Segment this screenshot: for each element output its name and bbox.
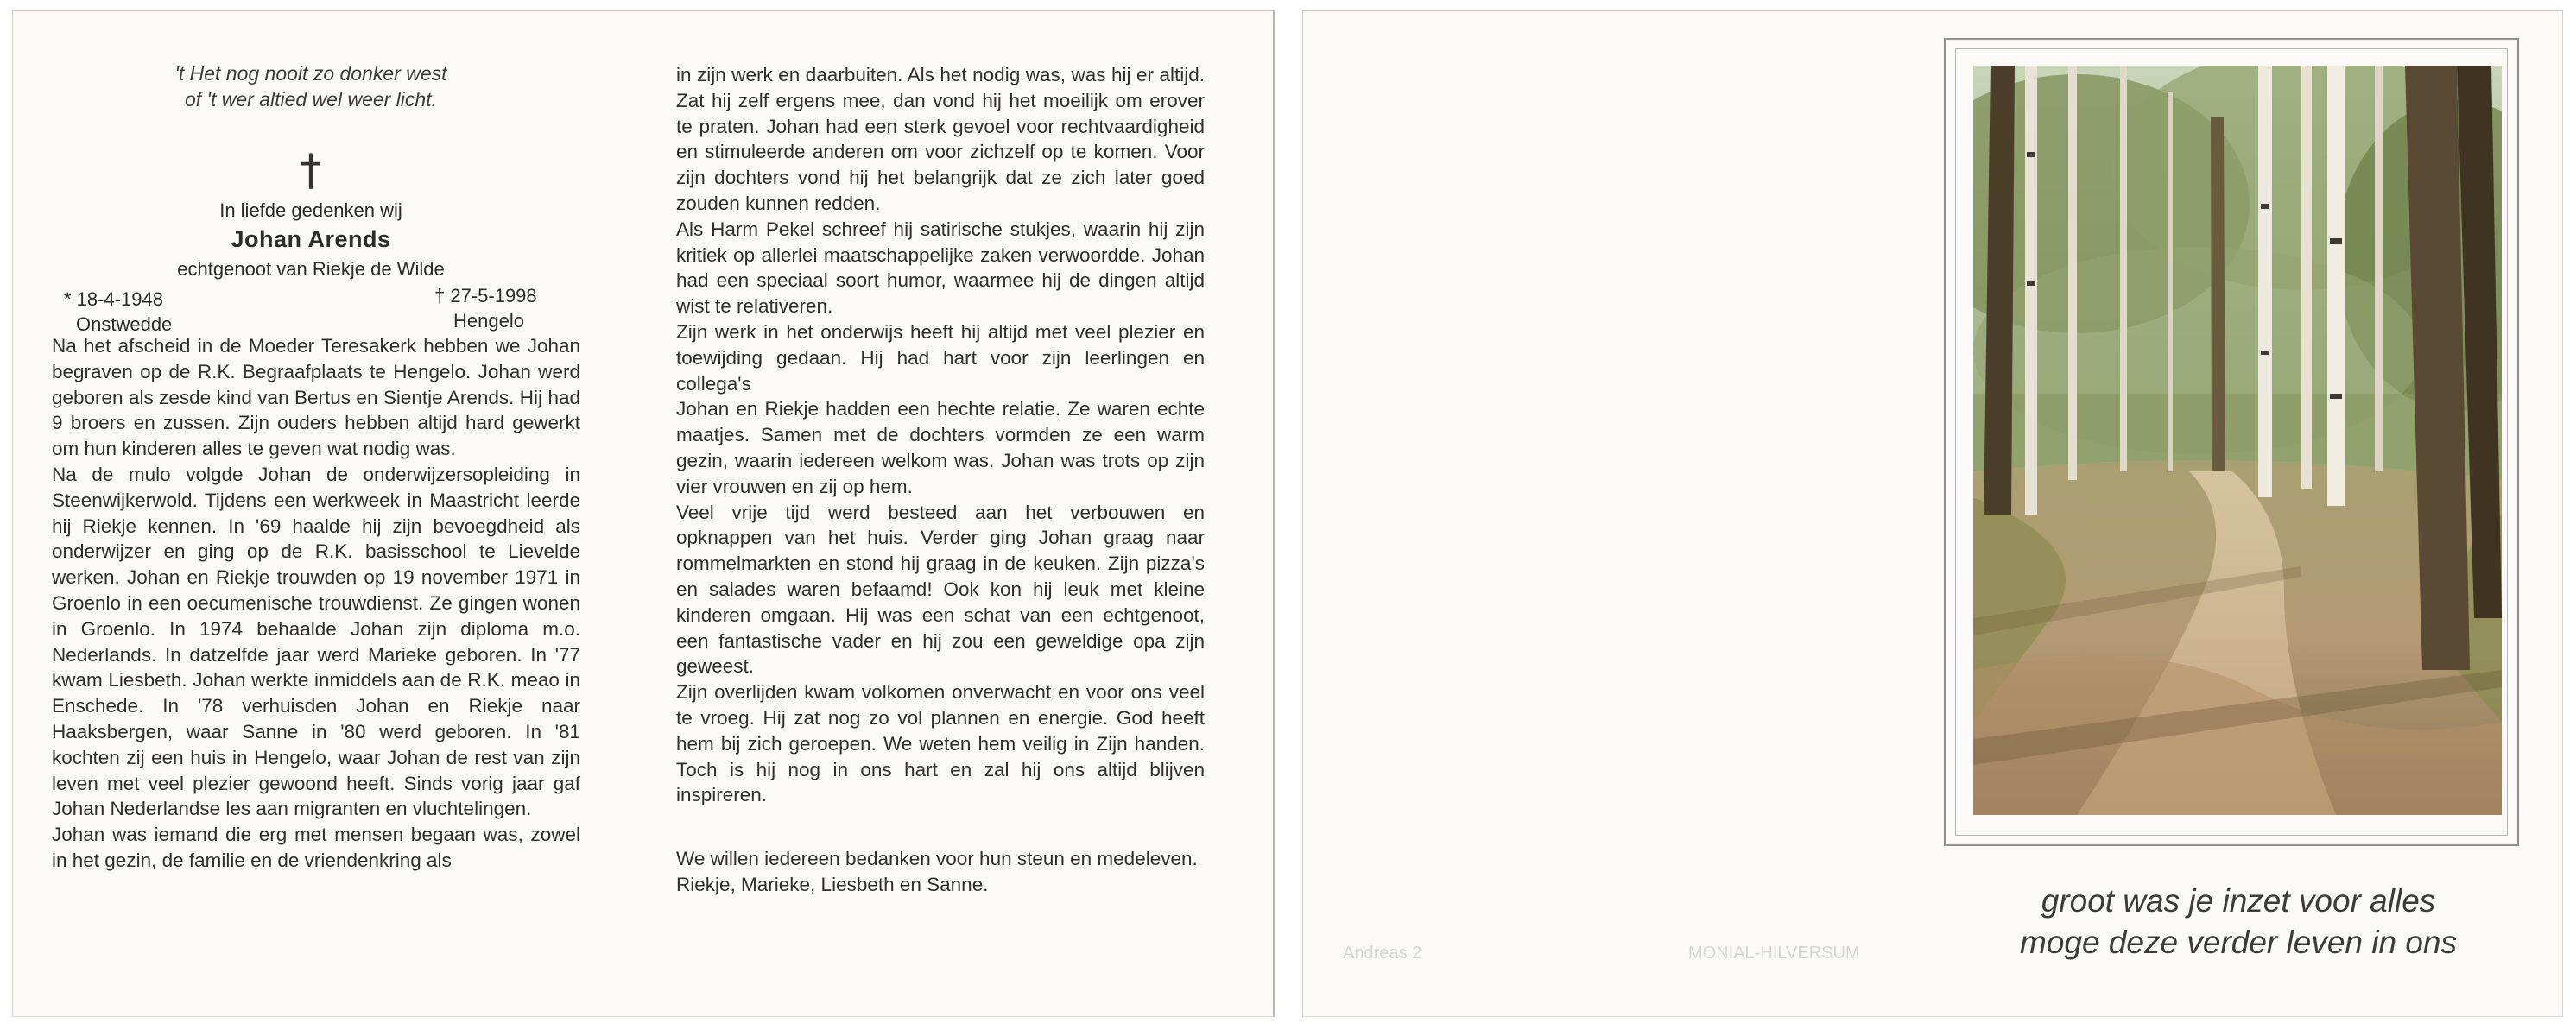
quote-line-2: moge deze verder leven in ons	[2020, 925, 2457, 960]
biography-paragraph: Als Harm Pekel schreef hij satirische stukjes, waarin hij zijn kritiek op allerlei maatschappelijke zaken verwoordde. Johan had een speciaal soort humor, waarmee hij de dingen altijd wist te relativeren.	[676, 218, 1205, 318]
forest-path-photo	[1973, 66, 2502, 815]
biography-paragraph: Na de mulo volgde Johan de onderwijzersopleiding in Steenwijkerwold. Tijdens een werkweek in Maastricht leerde hij Riekje kennen. In '69 haalde hij zijn bevoegdheid als onderwijzer en ging op de R.K. basisschool te Lievelde werken. Johan en Riekje trouwden op 19 november 1971 in Groenlo in een oecumenische trouwdienst. Ze gingen wonen in Groenlo. In 1974 behaalde Johan zijn diploma m.o. Nederlands. In datzelfde jaar werd Marieke geboren. In '77 kwam Liesbeth. Johan werkte inmiddels aan de R.K. meao in Enschede. In '78 verhuisden Johan en Riekje naar Haaksbergen, waar Sanne in '80 werd geboren. In '81 kochten zij een huis in Hengelo, waar Johan de rest van zijn leven met veel plezier gewoond heeft. Sinds vorig jaar gaf Johan Nederlandse les aan migranten en vluchtelingen.	[52, 463, 580, 820]
biography-paragraph: Zijn overlijden kwam volkomen onverwacht en voor ons veel te vroeg. Hij zat nog zo vol plannen en energie. God heeft hem bij zich geroepen. We weten hem veilig in Zijn handen. Toch is hij nog in ons hart en zal hij ons altijd blijven inspireren.	[676, 681, 1205, 806]
thanks-text: We willen iedereen bedanken voor hun steun en medeleven.	[676, 848, 1198, 869]
family-signature: Riekje, Marieke, Liesbeth en Sanne.	[676, 873, 989, 895]
motto-quote	[130, 60, 492, 112]
biography-paragraph: Zijn werk in het onderwijs heeft hij altijd met veel plezier en toewijding gedaan. Hij had hart voor zijn leerlingen en collega's	[676, 320, 1205, 395]
biography-paragraph: Na het afscheid in de Moeder Teresakerk hebben we Johan begraven op de R.K. Begraafplaats te Hengelo. Johan werd geboren als zesde kind van Bertus en Sientje Arends. Hij had 9 broers en zussen. Zijn ouders hebben altijd hard gewerkt om hun kinderen alles te geven wat nodig was.	[52, 335, 580, 460]
print-code: Andreas 2	[1343, 944, 1422, 963]
deceased-name: Johan Arends	[231, 226, 391, 252]
birth-place: Onstwedde	[76, 313, 173, 335]
biography-paragraph: Veel vrije tijd werd besteed aan het verbouwen en opknappen van het huis. Verder ging Johan graag naar rommelmarkten en stond hij graag in de keuken. Zijn pizza's en salades waren befaamd! Ook kon hij leuk met kleine kinderen omgaan. Hij was een schat van een echtgenoot, een fantastische vader en hij zou een geweldige opa zijn geweest.	[676, 501, 1205, 678]
quote-line-1: groot was je inzet voor alles	[2041, 883, 2436, 919]
biography-column-right	[676, 62, 1205, 808]
biography-paragraph: in zijn werk en daarbuiten. Als het nodig was, was hij er altijd. Zat hij zelf ergens mee, dan vond hij het moeilijk om erover te praten. Johan had een sterk gevoel voor rechtvaardigheid en stimuleerde anderen om voor zichzelf op te komen. Voor zijn dochters vond hij het belangrijk dat ze zich later goed zouden kunnen redden.	[676, 64, 1205, 214]
death-date: † 27-5-1998	[434, 285, 537, 306]
spouse-line: echtgenoot van Riekje de Wilde	[177, 258, 445, 280]
motto-line-2: of 't wer altied wel weer licht.	[184, 88, 437, 111]
birth-date: * 18-4-1948	[64, 288, 163, 310]
printer-name: MONIAL-HILVERSUM	[1688, 944, 1860, 963]
biography-column-left	[52, 333, 580, 874]
cross-icon: †	[300, 145, 322, 195]
memorial-quote	[1948, 881, 2529, 963]
death-place: Hengelo	[453, 310, 524, 332]
biography-paragraph: Johan en Riekje hadden een hechte relatie. Ze waren echte maatjes. Samen met de dochters vormden ze een warm gezin, waarin iedereen welkom was. Johan was trots op zijn vier vrouwen en zij op hem.	[676, 398, 1205, 497]
intro-text: In liefde gedenken wij	[219, 199, 402, 221]
biography-paragraph: Johan was iemand die erg met mensen begaan was, zowel in het gezin, de familie en de vriendenkring als	[52, 824, 580, 871]
closing-section	[676, 846, 1205, 898]
motto-line-1: 't Het nog nooit zo donker west	[174, 62, 447, 85]
